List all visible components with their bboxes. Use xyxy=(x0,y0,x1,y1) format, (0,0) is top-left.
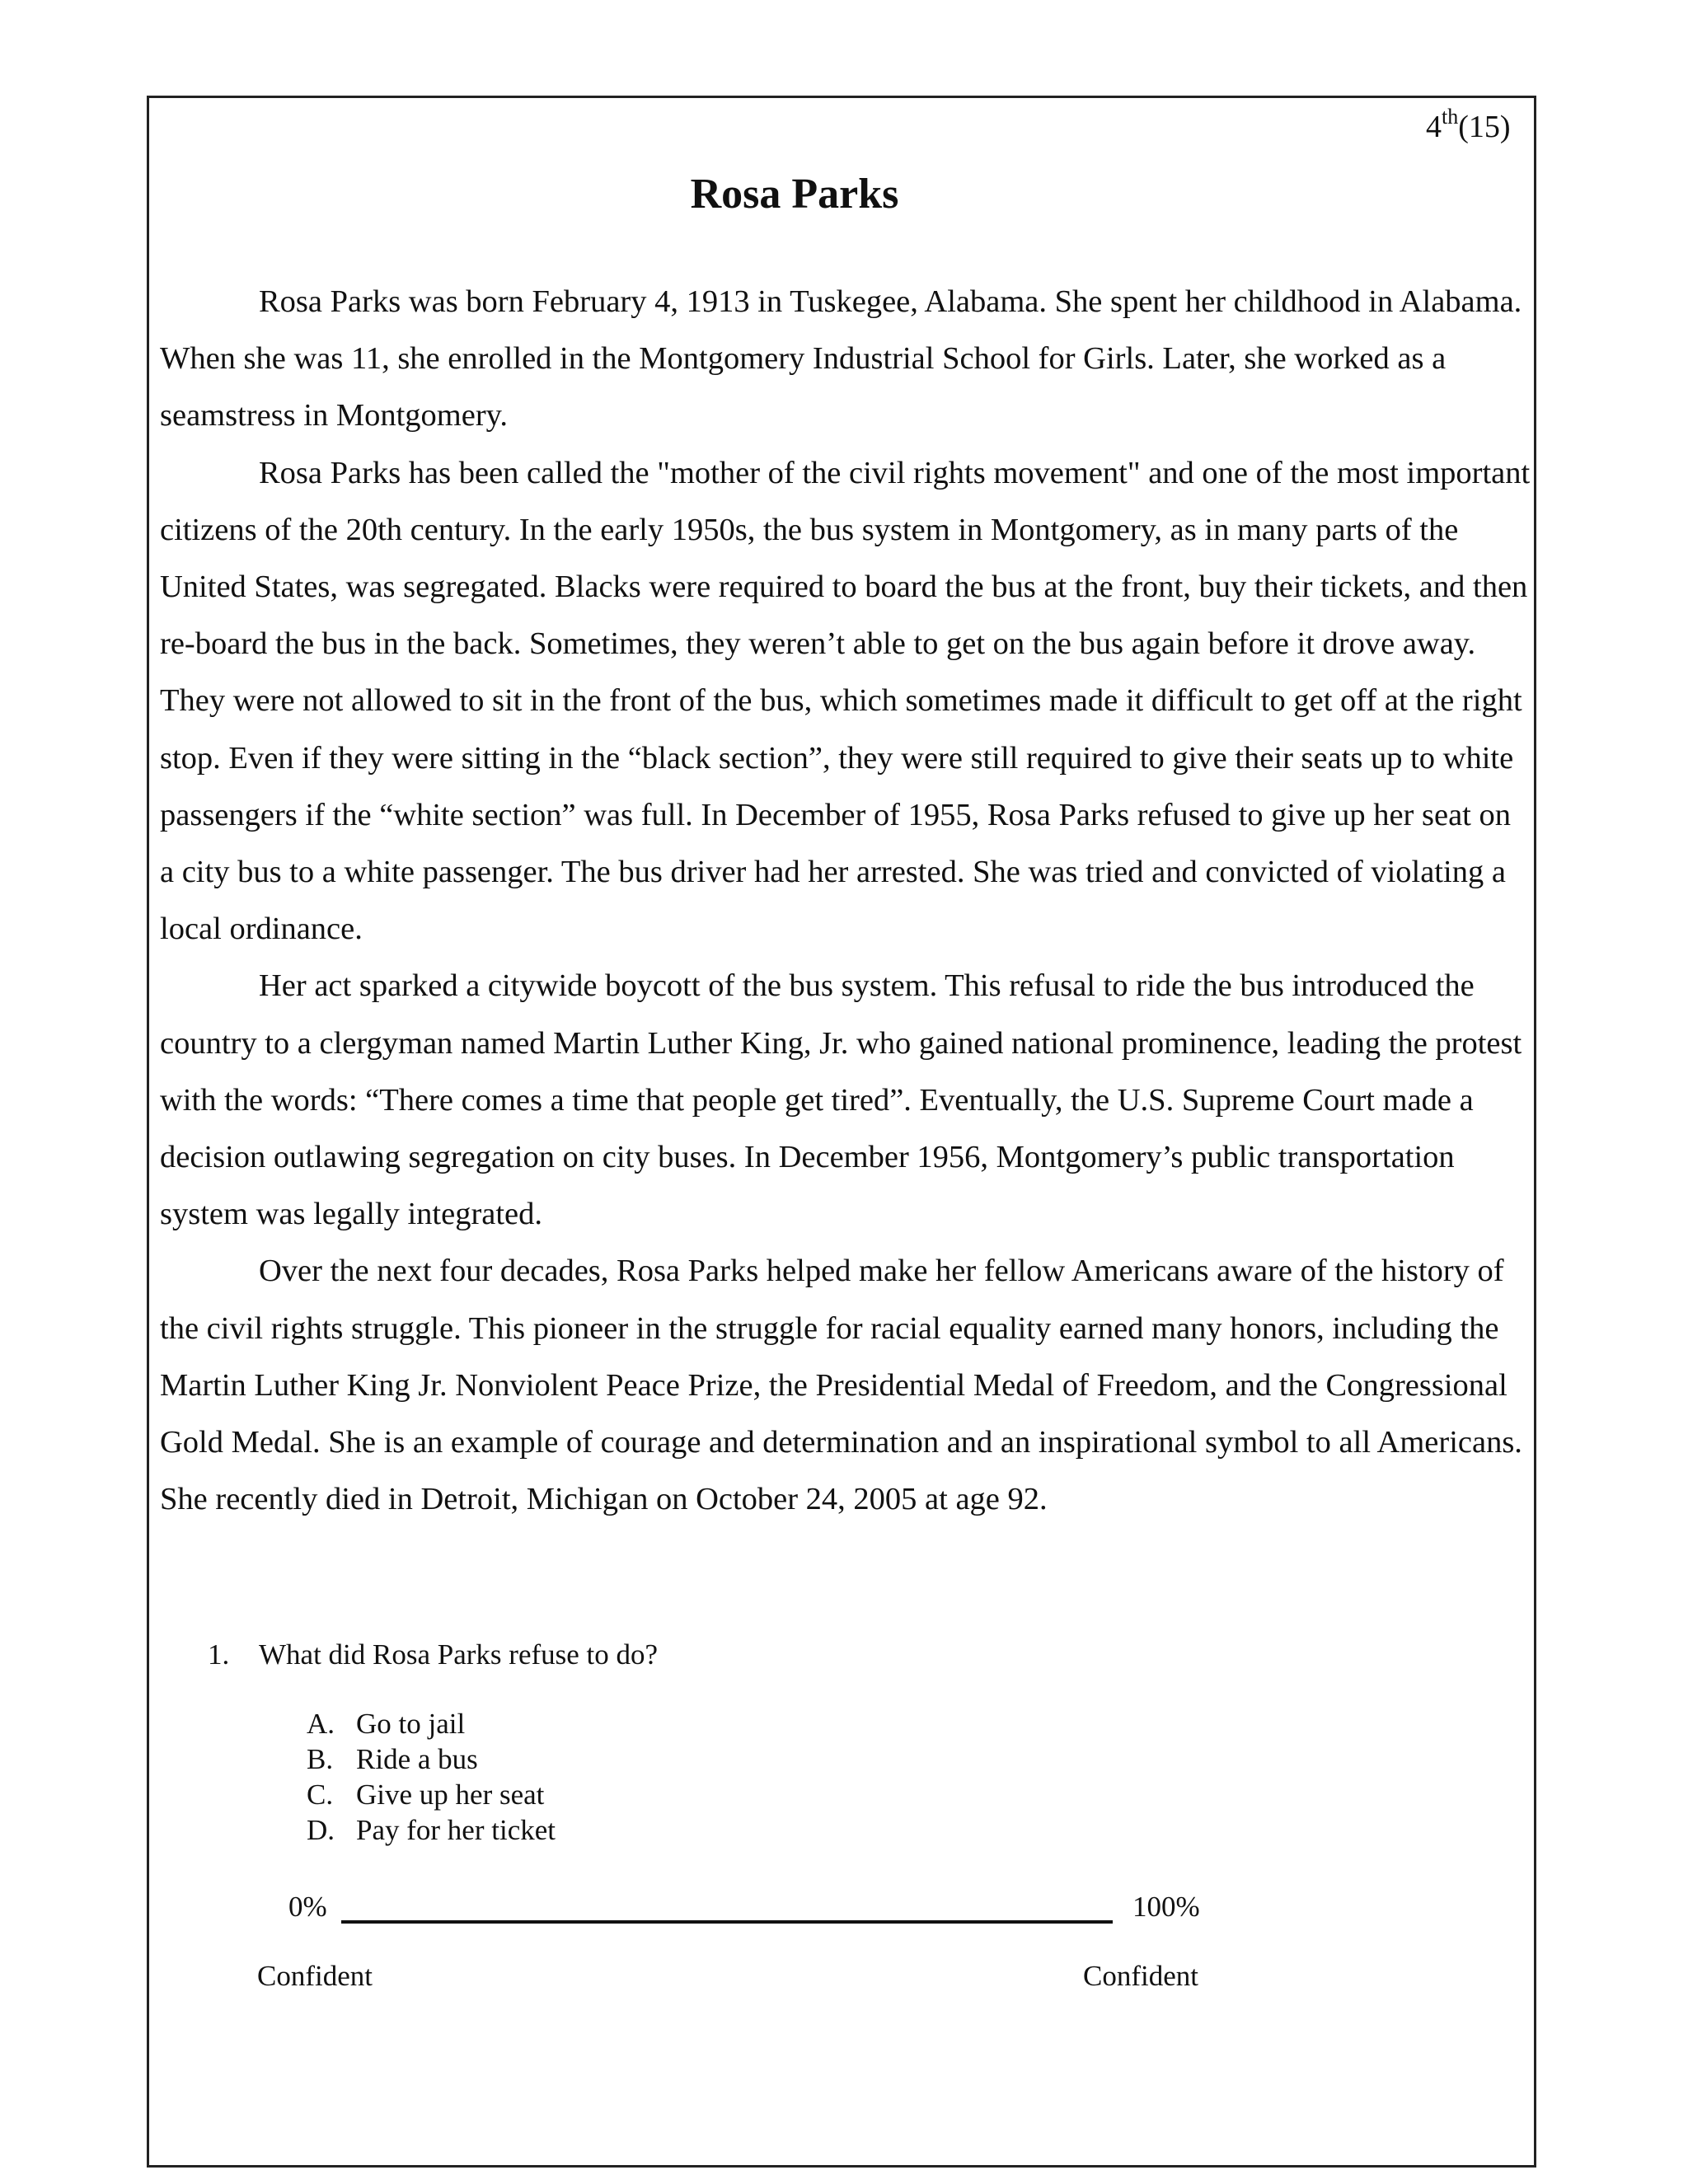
option-text: Pay for her ticket xyxy=(356,1814,556,1846)
confidence-line[interactable] xyxy=(341,1920,1113,1924)
reading-passage xyxy=(160,274,1531,1528)
option-d[interactable] xyxy=(307,1812,556,1848)
grade-page-label xyxy=(1426,104,1511,150)
option-text: Give up her seat xyxy=(356,1779,545,1811)
question-text: What did Rosa Parks refuse to do? xyxy=(259,1638,659,1671)
passage-paragraph-4: Over the next four decades, Rosa Parks helped make her fellow Americans aware of the history of the civil rights struggle. This pioneer in the struggle for racial equality earned many honors, including the Martin Luther King Jr. Nonviolent Peace Prize, the Presidential Medal of Freedom, and the Congressional Gold Medal. She is an example of courage and determination and an inspirational symbol to all Americans. She recently died in Detroit, Michigan on October 24, 2005 at age 92. xyxy=(160,1254,1522,1517)
option-letter: C. xyxy=(307,1779,334,1811)
option-letter: B. xyxy=(307,1743,334,1775)
scale-max-caption: Confident xyxy=(1083,1960,1198,1992)
document-title: Rosa Parks xyxy=(690,171,899,218)
scale-min-caption: Confident xyxy=(257,1960,373,1992)
page-reference: (15) xyxy=(1458,110,1511,144)
option-text: Go to jail xyxy=(356,1708,466,1740)
option-c[interactable] xyxy=(307,1777,556,1812)
passage-paragraph-3: Her act sparked a citywide boycott of the bus system. This refusal to ride the bus introduced the country to a clergyman named Martin Luther King, Jr. who gained national prominence, leading the protest with the words: “There comes a time that people get tired”. Eventually, the U.S. Supreme Court made a decision outlawing segregation on city buses. In December 1956, Montgomery’s public transportation system was legally integrated. xyxy=(160,968,1522,1232)
scale-max-label: 100% xyxy=(1132,1891,1200,1923)
option-text: Ride a bus xyxy=(356,1743,478,1775)
grade-suffix: th xyxy=(1442,105,1459,129)
scale-min-label: 0% xyxy=(288,1891,327,1923)
question-1 xyxy=(208,1635,658,1675)
passage-paragraph-1: Rosa Parks was born February 4, 1913 in Tuskegee, Alabama. She spent her childhood in Alabama. When she was 11, she enrolled in the Montgomery Industrial School for Girls. Later, she worked as a seamstress in Montgomery. xyxy=(160,284,1522,434)
option-letter: D. xyxy=(307,1814,335,1846)
answer-options xyxy=(307,1706,556,1848)
passage-paragraph-2: Rosa Parks has been called the "mother of the civil rights movement" and one of the most important citizens of the 20th century. In the early 1950s, the bus system in Montgomery, as in many parts of the United States, was segregated. Blacks were required to board the bus at the front, buy their tickets, and then re-board the bus in the back. Sometimes, they weren’t able to get on the bus again before it drove away. They were not allowed to sit in the front of the bus, which sometimes made it difficult to get off at the right stop. Even if they were sitting in the “black section”, they were still required to give their seats up to white passengers if the “white section” was full. In December of 1955, Rosa Parks refused to give up her seat on a city bus to a white passenger. The bus driver had her arrested. She was tried and convicted of violating a local ordinance. xyxy=(160,455,1531,947)
question-number: 1. xyxy=(208,1638,230,1671)
option-a[interactable] xyxy=(307,1706,556,1741)
option-b[interactable] xyxy=(307,1741,556,1777)
option-letter: A. xyxy=(307,1708,335,1740)
grade-number: 4 xyxy=(1426,110,1442,144)
